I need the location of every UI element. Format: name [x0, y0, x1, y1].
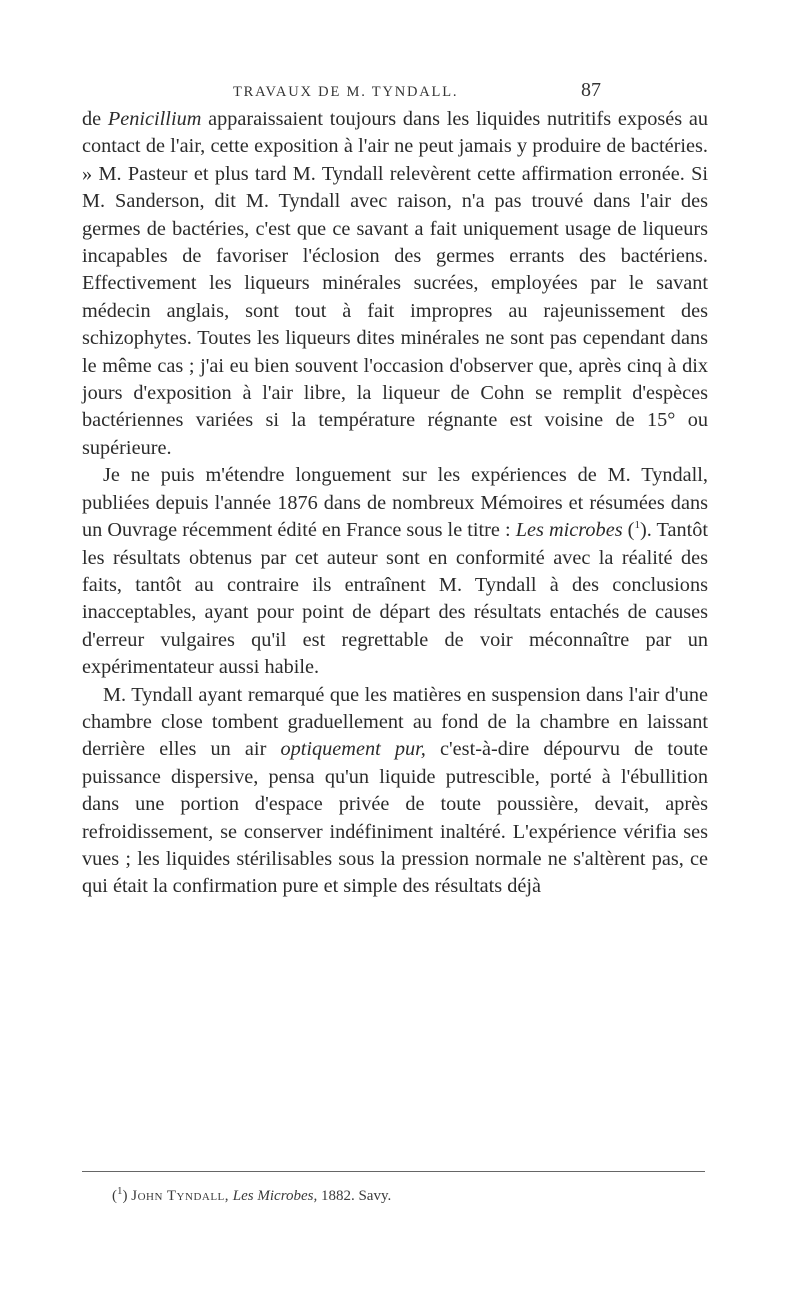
- p2-italic-title: Les microbes: [515, 519, 623, 542]
- footnote-author: John Tyndall,: [131, 1188, 230, 1204]
- footnote-publication: 1882. Savy.: [320, 1188, 392, 1204]
- paragraph-2: [82, 462, 708, 681]
- page-number: 87: [581, 79, 601, 101]
- footnote-marker-num: 1: [117, 1185, 123, 1197]
- body-text: [82, 106, 708, 901]
- p1-italic-penicillium: Penicillium: [107, 108, 202, 130]
- footnote-reference: 1: [634, 519, 640, 532]
- p2-note-open: (: [622, 519, 635, 542]
- p1-rest: apparaissaient toujours dans les liquides nutritifs exposés au contact de l'air, cette exposition à l'air ne peut jamais y produire de bactéries. » M. Pasteur et plus tard M. Tyndall relevèrent cette affirmation erronée. Si M. Sanderson, dit M. Tyndall avec raison, n'a pas trouvé dans l'air des germes de bactéries, c'est que ce savant a fait uniquement usage de liqueurs incapables de favoriser l'éclosion des germes errants des bactériens. Effectivement les liqueurs minérales sucrées, employées par le savant médecin anglais, sont tout à fait impropres au rajeunissement des schizophytes. Toutes les liqueurs dites minérales ne sont pas cependant dans le même cas ; j'ai eu bien souvent l'occasion d'observer que, après cinq à dix jours d'exposition à l'air libre, la liqueur de Cohn se remplit d'espèces bactériennes variées si la température régnante est voisine de 15° ou supérieure.: [82, 108, 708, 459]
- p3-start: M. Tyndall ayant remarqué que les matières en suspension dans l'air d'une chambre close tombent graduellement au fond de la chambre en laissant derrière elles un air: [82, 683, 708, 761]
- footnote-marker-close: ): [122, 1188, 128, 1204]
- footnote-divider: [82, 1171, 705, 1172]
- running-title: TRAVAUX DE M. TYNDALL.: [233, 84, 459, 100]
- paragraph-1: [82, 106, 708, 462]
- p2-note-close: ).: [639, 519, 652, 542]
- p2-start: Je ne puis m'étendre longuement sur les expériences de M. Tyndall, publiées depuis l'année 1876 dans de nombreux Mémoires et résumées dans un Ouvrage récemment édité en France sous le titre :: [82, 464, 708, 542]
- paragraph-3: [82, 682, 708, 901]
- footnote: [112, 1185, 392, 1205]
- p1-start: de: [82, 108, 108, 130]
- p3-italic: optiquement pur,: [280, 738, 426, 761]
- footnote-title: Les Microbes,: [232, 1188, 318, 1204]
- p2-rest: Tantôt les résultats obtenus par cet auteur sont en conformité avec la réalité des faits, tantôt au contraire ils entraînent M. Tyndall à des conclusions inacceptables, ayant pour point de départ des résultats entachés de causes d'erreur vulgaires qu'il est regrettable de voir méconnaître par un expérimentateur aussi habile.: [82, 519, 709, 679]
- p3-rest: c'est-à-dire dépourvu de toute puissance dispersive, pensa qu'un liquide putrescible, porté à l'ébullition dans une portion d'espace privée de toute poussière, devait, après refroidissement, se conserver indéfiniment inaltéré. L'expérience vérifia ses vues ; les liquides stérilisables sous la pression normale ne s'altèrent pas, ce qui était la confirmation pure et simple des résultats déjà: [82, 738, 708, 898]
- footnote-marker-open: (: [112, 1188, 117, 1204]
